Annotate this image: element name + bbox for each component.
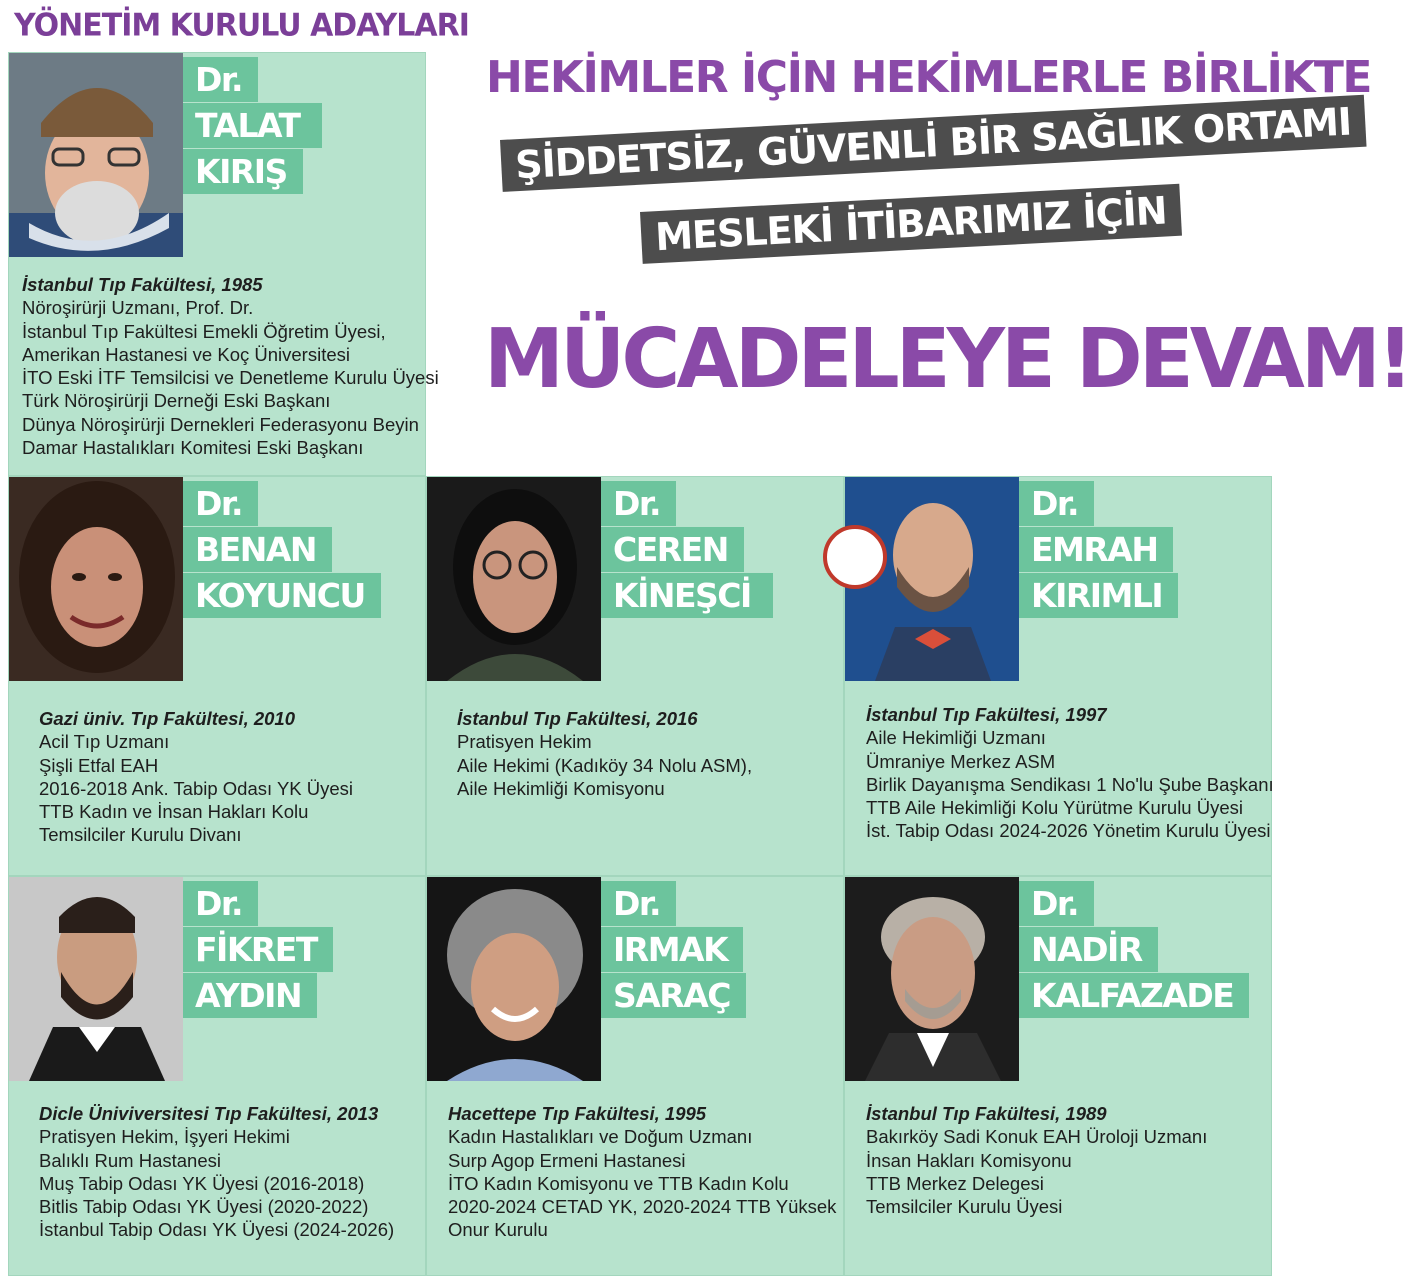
candidate-first-name: CEREN — [601, 527, 744, 572]
candidate-title: Dr. — [183, 881, 258, 926]
candidate-photo — [427, 877, 601, 1081]
candidate-detail: Onur Kurulu — [448, 1219, 548, 1241]
candidate-detail: Dünya Nöroşirürji Dernekleri Federasyonu Beyin — [22, 413, 419, 435]
candidate-title: Dr. — [601, 481, 676, 526]
candidate-last-name: KIRIMLI — [1019, 573, 1178, 618]
candidate-detail: TTB Merkez Delegesi — [866, 1172, 1044, 1194]
slogan-headline: HEKİMLER İÇİN HEKİMLERLE BİRLİKTE — [486, 52, 1371, 103]
candidate-school: İstanbul Tıp Fakültesi, 2016 — [457, 708, 698, 729]
candidate-detail: Kadın Hastalıkları ve Doğum Uzmanı — [448, 1126, 753, 1148]
candidate-detail: Şişli Etfal EAH — [39, 754, 159, 776]
candidate-detail: Aile Hekimliği Komisyonu — [457, 777, 665, 799]
candidate-detail: TTB Kadın ve İnsan Hakları Kolu — [39, 801, 309, 823]
candidate-photo — [9, 53, 183, 257]
candidate-detail: Surp Agop Ermeni Hastanesi — [448, 1149, 686, 1171]
candidate-card — [8, 476, 426, 876]
candidate-detail: İstanbul Tıp Fakültesi Emekli Öğretim Üyesi, — [22, 320, 386, 342]
candidate-detail: 2016-2018 Ank. Tabip Odası YK Üyesi — [39, 777, 354, 799]
candidate-detail: Temsilciler Kurulu Divanı — [39, 824, 242, 846]
candidate-detail: İTO Kadın Komisyonu ve TTB Kadın Kolu — [448, 1172, 789, 1194]
slogan-banner-1: ŞİDDETSİZ, GÜVENLİ BİR SAĞLIK ORTAMI — [500, 95, 1366, 192]
candidate-first-name: TALAT — [183, 103, 322, 148]
candidate-detail: Nöroşirürji Uzmanı, Prof. Dr. — [22, 297, 254, 319]
slogan-main: MÜCADELEYE DEVAM! — [484, 312, 1410, 407]
candidate-school: Hacettepe Tıp Fakültesi, 1995 — [448, 1103, 707, 1124]
candidate-card — [844, 476, 1272, 876]
candidate-school: İstanbul Tıp Fakültesi, 1989 — [866, 1103, 1107, 1124]
candidate-first-name: IRMAK — [601, 927, 743, 972]
candidate-card — [426, 876, 844, 1276]
candidate-detail: İst. Tabip Odası 2024-2026 Yönetim Kurulu Üyesi — [866, 820, 1271, 842]
candidate-photo — [845, 477, 1019, 681]
candidate-title: Dr. — [183, 481, 258, 526]
candidate-detail: Amerikan Hastanesi ve Koç Üniversitesi — [22, 343, 350, 365]
candidate-last-name: KİNEŞCİ — [601, 573, 773, 618]
candidate-detail: İstanbul Tabip Odası YK Üyesi (2024-2026) — [39, 1219, 395, 1241]
candidate-title: Dr. — [1019, 481, 1094, 526]
candidate-detail: Damar Hastalıkları Komitesi Eski Başkanı — [22, 437, 364, 459]
candidate-photo — [9, 477, 183, 681]
candidate-card — [8, 876, 426, 1276]
candidate-detail: İTO Eski İTF Temsilcisi ve Denetleme Kurulu Üyesi — [22, 367, 439, 389]
candidate-school: İstanbul Tıp Fakültesi, 1997 — [866, 704, 1107, 725]
candidate-photo — [427, 477, 601, 681]
candidate-title: Dr. — [601, 881, 676, 926]
candidate-school: Gazi üniv. Tıp Fakültesi, 2010 — [39, 708, 296, 729]
candidate-first-name: EMRAH — [1019, 527, 1173, 572]
candidate-school: Dicle Üniviversitesi Tıp Fakültesi, 2013 — [39, 1103, 379, 1124]
candidate-first-name: NADİR — [1019, 927, 1158, 972]
candidate-first-name: BENAN — [183, 527, 332, 572]
candidate-detail: Bitlis Tabip Odası YK Üyesi (2020-2022) — [39, 1196, 369, 1218]
candidate-detail: Acil Tıp Uzmanı — [39, 731, 170, 753]
candidate-detail: Aile Hekimliği Uzmanı — [866, 727, 1046, 749]
candidate-card — [426, 476, 844, 876]
section-label: YÖNETİM KURULU ADAYLARI — [14, 7, 469, 44]
candidate-detail: Ümraniye Merkez ASM — [866, 750, 1056, 772]
candidate-title: Dr. — [183, 57, 258, 102]
candidate-detail: Muş Tabip Odası YK Üyesi (2016-2018) — [39, 1172, 365, 1194]
candidate-first-name: FİKRET — [183, 927, 333, 972]
candidate-detail: Pratisyen Hekim, İşyeri Hekimi — [39, 1126, 290, 1148]
candidate-detail: Balıklı Rum Hastanesi — [39, 1149, 221, 1171]
candidate-detail: Türk Nöroşirürji Derneği Eski Başkanı — [22, 390, 331, 412]
candidate-detail: Aile Hekimi (Kadıköy 34 Nolu ASM), — [457, 754, 753, 776]
candidate-detail: 2020-2024 CETAD YK, 2020-2024 TTB Yüksek — [448, 1196, 837, 1218]
candidate-card — [8, 52, 439, 476]
candidate-card — [844, 876, 1272, 1276]
candidate-last-name: SARAÇ — [601, 973, 746, 1018]
candidate-detail: TTB Aile Hekimliği Kolu Yürütme Kurulu Üyesi — [866, 797, 1243, 819]
candidate-title: Dr. — [1019, 881, 1094, 926]
candidate-detail: Bakırköy Sadi Konuk EAH Üroloji Uzmanı — [866, 1126, 1208, 1148]
candidate-last-name: KALFAZADE — [1019, 973, 1249, 1018]
candidate-detail: Temsilciler Kurulu Üyesi — [866, 1196, 1063, 1218]
candidate-detail: Pratisyen Hekim — [457, 731, 592, 753]
candidate-detail: Birlik Dayanışma Sendikası 1 No'lu Şube Başkanı — [866, 773, 1274, 795]
slogan-banner-2: MESLEKİ İTİBARIMIZ İÇİN — [640, 184, 1182, 264]
candidate-last-name: KIRIŞ — [183, 149, 303, 194]
candidate-detail: İnsan Hakları Komisyonu — [866, 1149, 1072, 1171]
candidate-last-name: AYDIN — [183, 973, 317, 1018]
candidate-last-name: KOYUNCU — [183, 573, 381, 618]
candidate-photo — [9, 877, 183, 1081]
candidate-photo — [845, 877, 1019, 1081]
candidate-school: İstanbul Tıp Fakültesi, 1985 — [22, 274, 263, 295]
